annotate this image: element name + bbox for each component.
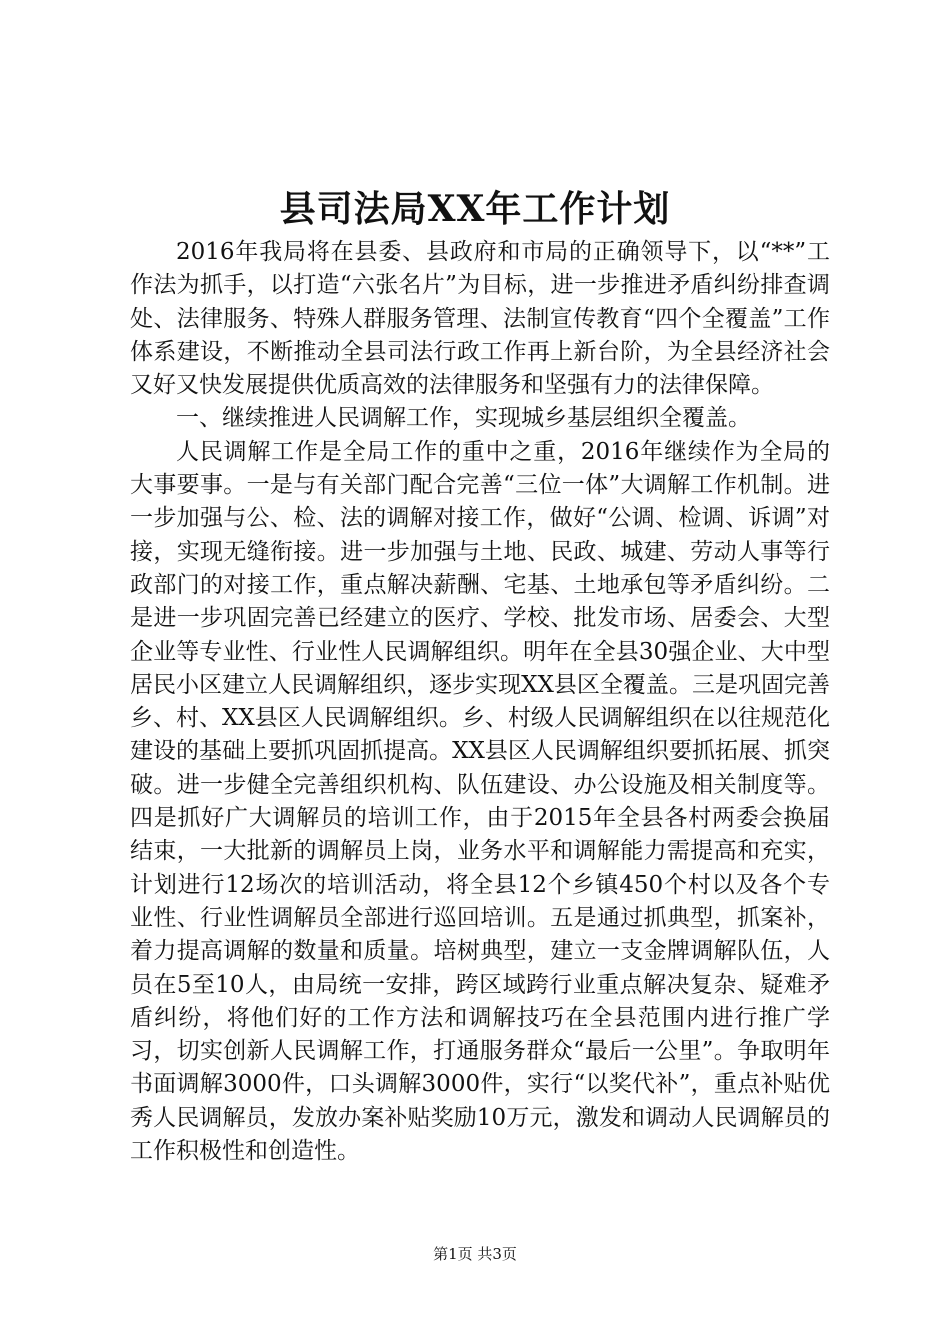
- paragraph-mediation-work: 人民调解工作是全局工作的重中之重，2016年继续作为全局的大事要事。一是与有关部门配合完善“三位一体”大调解工作机制。进一步加强与公、检、法的调解对接工作，做好“公调、检调、诉调”对接，实现无缝衔接。进一步加强与土地、民政、城建、劳动人事等行政部门的对接工作，重点解决薪酬、宅基、土地承包等矛盾纠纷。二是进一步巩固完善已经建立的医疗、学校、批发市场、居委会、大型企业等专业性、行业性人民调解组织。明年在全县30强企业、大中型居民小区建立人民调解组织，逐步实现XX县区全覆盖。三是巩固完善乡、村、XX县区人民调解组织。乡、村级人民调解组织在以往规范化建设的基础上要抓巩固抓提高。XX县区人民调解组织要抓拓展、抓突破。进一步健全完善组织机构、队伍建设、办公设施及相关制度等。四是抓好广大调解员的培训工作，由于2015年全县各村两委会换届结束，一大批新的调解员上岗，业务水平和调解能力需提高和充实，计划进行12场次的培训活动，将全县12个乡镇450个村以及各个专业性、行业性调解员全部进行巡回培训。五是通过抓典型，抓案补，着力提高调解的数量和质量。培树典型，建立一支金牌调解队伍，人员在5至10人，由局统一安排，跨区域跨行业重点解决复杂、疑难矛盾纠纷，将他们好的工作方法和调解技巧在全县范围内进行推广学习，切实创新人民调解工作，打通服务群众“最后一公里”。争取明年书面调解3000件，口头调解3000件，实行“以奖代补”，重点补贴优秀人民调解员，发放办案补贴奖励10万元，激发和调动人民调解员的工作积极性和创造性。: [130, 438, 830, 1165]
- paragraph-intro: 2016年我局将在县委、县政府和市局的正确领导下，以“**”工作法为抓手，以打造“六张名片”为目标，进一步推进矛盾纠纷排查调处、法律服务、特殊人群服务管理、法制宣传教育“四个全覆盖”工作体系建设，不断推动全县司法行政工作再上新台阶，为全县经济社会又好又快发展提供优质高效的法律服务和坚强有力的法律保障。: [130, 239, 830, 399]
- page-number-footer: 第1页 共3页: [433, 1245, 517, 1263]
- paragraph-section-heading: 一、继续推进人民调解工作，实现城乡基层组织全覆盖。: [176, 405, 751, 432]
- document-title: 县司法局XX年工作计划: [279, 188, 671, 230]
- document-body: [130, 236, 830, 1168]
